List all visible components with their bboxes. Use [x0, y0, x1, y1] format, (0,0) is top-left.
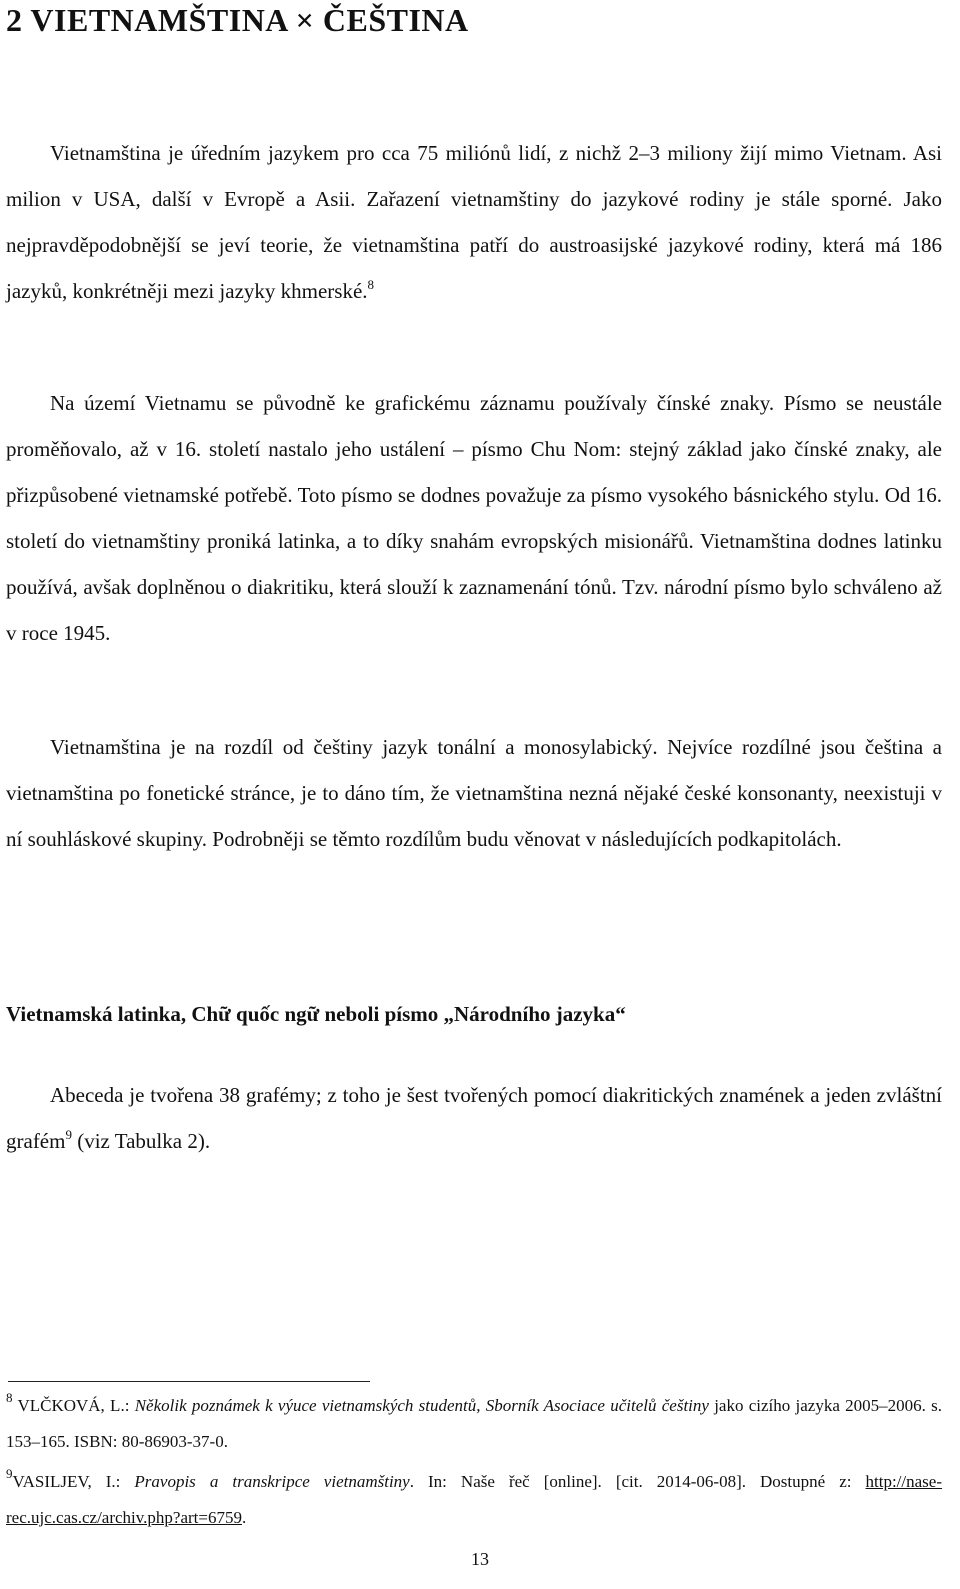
paragraph-script-history-text: Na území Vietnamu se původně ke grafickému záznamu používaly čínské znaky. Písmo se neustále proměňovalo, až v 16. století nastalo jeho ustálení – písmo Chu Nom: stejný základ jako čínské znaky, ale přizpůsobené vietnamské potřebě. Toto písmo se dodnes považuje za písmo vysokého básnického stylu. Od 16. století do vietnamštiny proniká latinka, a to díky snahám evropských misionářů. Vietnamština dodnes latinku používá, avšak doplněnou o diakritiku, která slouží k zaznamenání tónů. Tzv. národní písmo bylo schváleno až v roce 1945.: [6, 391, 942, 645]
paragraph-alphabet: [6, 1072, 942, 1164]
page-number: 13: [471, 1549, 489, 1569]
paragraph-differences: [6, 724, 942, 862]
footnote-9-title: Pravopis a transkripce vietnamštiny: [134, 1472, 410, 1491]
footnote-9-link[interactable]: http://nase-rec.ujc.cas.cz/archiv.php?art=6759: [6, 1472, 942, 1527]
footnote-8-title: Několik poznámek k výuce vietnamských studentů, Sborník Asociace učitelů češtiny: [134, 1396, 709, 1415]
chapter-title: 2 VIETNAMŠTINA × ČEŠTINA: [6, 2, 469, 38]
footnote-9-number: 9: [6, 1466, 13, 1481]
footnote-9-end: .: [241, 1508, 247, 1527]
footnote-8-details: jako cizího jazyka 2005–2006. s. 153–165. ISBN: 80-86903-37-0.: [6, 1396, 942, 1451]
paragraph-intro-text: Vietnamština je úředním jazykem pro cca 75 miliónů lidí, z nichž 2–3 miliony žijí mimo Vietnam. Asi milion v USA, další v Evropě a Asii. Zařazení vietnamštiny do jazykové rodiny je stále sporné. Jako nejpravděpodobnější se jeví teorie, že vietnamština patří do austroasijské jazykové rodiny, která má 186 jazyků, konkrétněji mezi jazyky khmerské.: [6, 141, 942, 303]
paragraph-script-history: [6, 380, 942, 656]
footnote-8: [6, 1388, 942, 1460]
footnote-separator: [8, 1381, 370, 1382]
footnote-9: [6, 1464, 942, 1536]
footnote-8-author: VLČKOVÁ, L.:: [12, 1396, 135, 1415]
section-heading: Vietnamská latinka, Chữ quốc ngữ neboli písmo „Národního jazyka“: [6, 1002, 626, 1026]
paragraph-alphabet-tail: (viz Tabulka 2).: [71, 1129, 211, 1153]
paragraph-intro: [6, 130, 942, 314]
footnote-9-details: . In: Naše řeč [online]. [cit. 2014-06-08]. Dostupné z:: [409, 1472, 866, 1491]
paragraph-differences-text: Vietnamština je na rozdíl od češtiny jazyk tonální a monosylabický. Nejvíce rozdílné jsou čeština a vietnamština po fonetické stránce, je to dáno tím, že vietnamština nezná nějaké české konsonanty, neexistuji v ní souhláskové skupiny. Podrobněji se těmto rozdílům budu věnovat v následujících podkapitolách.: [6, 735, 942, 851]
paragraph-alphabet-text: Abeceda je tvořena 38 grafémy; z toho je šest tvořených pomocí diakritických znamének a jeden zvláštní grafém: [6, 1083, 942, 1153]
footnote-9-author: VASILJEV, I.:: [12, 1472, 135, 1491]
footnote-ref-9: 9: [65, 1127, 72, 1142]
footnote-8-number: 8: [6, 1390, 13, 1405]
footnote-ref-8: 8: [367, 277, 375, 292]
